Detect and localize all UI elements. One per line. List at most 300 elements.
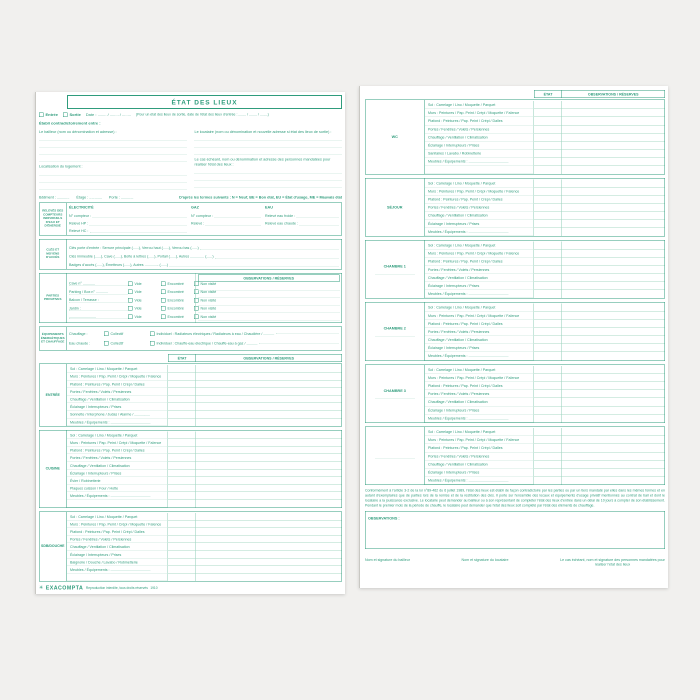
room-row (425, 390, 665, 398)
private-area-name[interactable]: ........................... (69, 314, 128, 319)
obs-cell[interactable] (562, 204, 665, 212)
obs-cell[interactable] (196, 551, 342, 559)
private-area-row (69, 312, 217, 320)
etat-cell[interactable] (168, 543, 196, 551)
write-line[interactable] (39, 183, 187, 190)
etat-cell[interactable] (534, 150, 562, 158)
legal-text: Conformément à l'article 3-2 de la loi n°89-462 du 6 juillet 1989, l'état des lieux est établi de façon contradictoire par les parties ou par un tiers mandaté par elles dans les mêmes formes et en autant d'exemplaires que de parties lors de la remise et de la restitution des clés. Il porte sur l'ensemble des locaux et équipements d'usage privatif mentionnés au contrat de bail et dont le locataire a la jouissance exclusive. Le locataire peut demander au bailleur ou à son représentant de compléter l'état des lieux d'entrée dans un délai de 10 jours à compter de son établissement. Pendant le premier mois de la période de chauffe, le locataire peut demander que l'état des lieux soit complété par l'état des éléments de chauffage. (365, 489, 665, 508)
section-cles (39, 239, 342, 270)
room-row (425, 428, 665, 436)
batiment-field[interactable]: Bâtiment : ............ (39, 194, 70, 200)
vide-checkbox[interactable] (128, 290, 161, 295)
room-row-label: Meubles / Équipements : ........................................ (426, 414, 533, 422)
obs-cell[interactable] (562, 141, 665, 149)
obs-cell[interactable] (562, 212, 665, 220)
obs-cell[interactable] (196, 431, 342, 439)
obs-cell[interactable] (562, 228, 665, 236)
room-row (425, 344, 665, 352)
etat-cell[interactable] (534, 374, 562, 382)
etat-cell[interactable] (168, 566, 196, 574)
etat-cell[interactable] (168, 462, 196, 470)
obs-cell[interactable] (196, 454, 342, 462)
write-line[interactable] (200, 249, 339, 250)
obs-cell[interactable] (562, 336, 665, 344)
etat-cell[interactable] (168, 528, 196, 536)
obs-cell[interactable] (562, 312, 665, 320)
private-area-name[interactable]: Balcon / Terrasse : (69, 298, 128, 303)
form-ref: 1910 (150, 586, 158, 590)
room-row-label: Sol : Carrelage / Lino / Moquette / Parquet (68, 513, 167, 521)
etat-cell[interactable] (534, 444, 562, 452)
obs-cell[interactable] (562, 274, 665, 282)
etat-cell[interactable] (534, 366, 562, 374)
etat-cell[interactable] (534, 312, 562, 320)
write-line[interactable] (195, 148, 343, 155)
room-label-text: CUISINE (45, 467, 60, 471)
etat-cell[interactable] (534, 382, 562, 390)
etat-cell[interactable] (534, 133, 562, 141)
etat-cell[interactable] (168, 403, 196, 411)
etat-cell[interactable] (168, 477, 196, 485)
vide-label: Vide (134, 297, 142, 303)
obs-cell[interactable] (562, 436, 665, 444)
etage-field[interactable]: Étage : ............ (76, 194, 102, 200)
obs-cell[interactable] (196, 411, 342, 419)
obs-cell[interactable] (562, 444, 665, 452)
electricite-column (69, 205, 187, 233)
etat-cell[interactable] (534, 352, 562, 360)
etat-cell[interactable] (534, 274, 562, 282)
obs-cell[interactable] (562, 428, 665, 436)
room-row (425, 212, 665, 220)
room-row (67, 500, 342, 508)
write-line[interactable] (90, 225, 187, 226)
write-line[interactable] (195, 141, 343, 148)
etat-cell[interactable] (534, 398, 562, 406)
etat-cell[interactable] (168, 551, 196, 559)
vide-label: Vide (134, 306, 142, 311)
write-line[interactable] (93, 217, 187, 218)
obs-cell[interactable] (196, 469, 342, 477)
obs-cell[interactable] (196, 558, 342, 566)
obs-cell[interactable] (196, 574, 342, 582)
checkbox-icon (161, 314, 166, 319)
obs-cell[interactable] (196, 528, 342, 536)
checkbox-icon (161, 298, 166, 303)
vide-checkbox[interactable] (128, 281, 161, 286)
meter-field[interactable] (191, 210, 261, 218)
room-label (40, 430, 67, 507)
write-line[interactable] (198, 313, 340, 321)
obs-cell[interactable] (562, 390, 665, 398)
room-row-label: Chauffage / Ventilation / Climatisation (426, 274, 533, 282)
etat-cell[interactable] (534, 390, 562, 398)
encombre-checkbox[interactable] (161, 290, 194, 295)
etat-cell[interactable] (534, 468, 562, 476)
write-line[interactable] (195, 134, 343, 141)
etat-cell[interactable] (534, 242, 562, 250)
etat-cell[interactable] (168, 558, 196, 566)
etat-cell[interactable] (534, 109, 562, 117)
room-name-write-line[interactable] (375, 394, 415, 399)
room-name-write-line[interactable] (375, 454, 415, 459)
collectif-checkbox[interactable] (104, 341, 150, 346)
etat-cell[interactable] (534, 414, 562, 422)
room-row-label: Sol : Carrelage / Lino / Moquette / Parquet (68, 431, 167, 439)
keys-line[interactable] (69, 250, 339, 259)
vide-checkbox[interactable] (128, 306, 161, 311)
room-section-sdb-douche (39, 511, 342, 581)
encombre-checkbox[interactable] (161, 298, 194, 303)
obs-cell[interactable] (562, 166, 665, 174)
room-row (67, 396, 342, 404)
room-label (366, 100, 425, 174)
individuel-checkbox[interactable] (150, 341, 339, 346)
room-section-chambre-1 (365, 240, 665, 299)
obs-cell[interactable] (196, 566, 342, 574)
write-line[interactable] (215, 217, 261, 218)
keys-line-label: Clés porte d'entrée : Serrure principale (......), Verrou haut (......), Verrou bas (......) (69, 245, 199, 250)
room-row-label: Sol : Carrelage / Lino / Moquette / Parquet (426, 101, 533, 109)
obs-cell[interactable] (562, 406, 665, 414)
signature-area[interactable] (365, 553, 410, 567)
obs-cell[interactable] (196, 536, 342, 544)
etat-cell[interactable] (534, 344, 562, 352)
obs-cell[interactable] (562, 328, 665, 336)
etat-cell[interactable] (168, 500, 196, 508)
write-line[interactable] (198, 298, 340, 306)
room-row-label: Chauffage / Ventilation / Climatisation (426, 336, 533, 344)
obs-cell[interactable] (562, 344, 665, 352)
write-line[interactable] (198, 305, 340, 313)
write-line[interactable] (198, 290, 340, 298)
etat-cell[interactable] (168, 454, 196, 462)
etat-cell[interactable] (534, 320, 562, 328)
etat-cell[interactable] (534, 250, 562, 258)
room-row-label: Baignoire / Douche / Lavabo / Robinetterie (68, 558, 167, 566)
room-row-label: Sanitaires / Lavabo / Robinetterie (426, 150, 533, 158)
keys-line-label: Badges d'accès (......), Émetteurs (......), Autres .............. (......) (69, 262, 168, 267)
gaz-column (191, 205, 261, 233)
write-line[interactable] (39, 141, 187, 148)
write-line[interactable] (195, 167, 343, 174)
porte-field[interactable]: Porte : ............ (108, 194, 134, 200)
obs-cell[interactable] (562, 117, 665, 125)
obs-cell[interactable] (562, 196, 665, 204)
page-left-inner (36, 92, 346, 594)
obs-cell[interactable] (196, 513, 342, 521)
etat-cell[interactable] (168, 373, 196, 381)
obs-cell[interactable] (562, 101, 665, 109)
etat-cell[interactable] (168, 365, 196, 373)
etat-cell[interactable] (534, 452, 562, 460)
entree-checkbox[interactable] (39, 113, 58, 118)
etat-cell[interactable] (534, 336, 562, 344)
obs-cell[interactable] (196, 462, 342, 470)
etat-cell[interactable] (534, 101, 562, 109)
obs-cell[interactable] (196, 373, 342, 381)
obs-cell[interactable] (196, 500, 342, 508)
keys-line[interactable] (69, 241, 339, 250)
write-line[interactable] (198, 283, 340, 291)
etat-cell[interactable] (534, 141, 562, 149)
etat-cell[interactable] (534, 228, 562, 236)
etat-cell[interactable] (168, 396, 196, 404)
room-row (425, 179, 665, 187)
signature-area[interactable] (560, 553, 665, 567)
room-row-label: Plafond : Peintures / Pap. Peint / Crépi / Dalles (426, 382, 533, 390)
etat-cell[interactable] (534, 328, 562, 336)
electricite-title: ÉLECTRICITÉ (69, 204, 94, 210)
write-line[interactable] (39, 155, 187, 162)
room-row-label: Éclairage / Interrupteurs / Prises (426, 468, 533, 476)
parties-identification (39, 128, 342, 190)
meter-field-label: Relevé HP : (69, 220, 89, 226)
obs-cell[interactable] (196, 403, 342, 411)
etat-cell[interactable] (534, 117, 562, 125)
encombre-checkbox[interactable] (161, 281, 194, 286)
obs-cell[interactable] (196, 396, 342, 404)
etat-cell[interactable] (534, 125, 562, 133)
write-line[interactable] (39, 148, 187, 155)
etat-cell[interactable] (534, 220, 562, 228)
etat-cell[interactable] (168, 574, 196, 582)
obs-cell[interactable] (562, 258, 665, 266)
etat-cell[interactable] (534, 460, 562, 468)
room-row (425, 374, 665, 382)
obs-cell[interactable] (196, 492, 342, 500)
etat-cell[interactable] (168, 492, 196, 500)
room-row (67, 431, 342, 439)
meter-field[interactable] (69, 218, 187, 226)
copyright-notice: Reproduction interdite, tous droits réservés (85, 586, 148, 590)
private-area-name[interactable]: Parking / Box n° ............ (69, 289, 128, 294)
room-row (425, 336, 665, 344)
room-row-label: Plafond : Peintures / Pap. Peint / Crépi / Dalles (68, 528, 167, 536)
equipment-name: Chauffage : (69, 331, 88, 337)
obs-cell[interactable] (562, 109, 665, 117)
encombre-checkbox[interactable] (161, 306, 194, 311)
meter-field[interactable] (191, 218, 261, 226)
etat-cell[interactable] (534, 436, 562, 444)
obs-cell[interactable] (562, 352, 665, 360)
obs-cell[interactable] (562, 452, 665, 460)
room-row (425, 117, 665, 125)
obs-cell[interactable] (562, 477, 665, 485)
terms-legend: D'après les termes suivants : N = Neuf, BE = Bon état, EU = État d'usage, ME = Mauvais état (179, 194, 342, 200)
etat-cell[interactable] (534, 212, 562, 220)
obs-cell[interactable] (562, 150, 665, 158)
etat-cell[interactable] (534, 158, 562, 166)
vide-checkbox[interactable] (128, 298, 161, 303)
etat-cell[interactable] (534, 196, 562, 204)
room-label (40, 512, 67, 581)
obs-cell[interactable] (562, 266, 665, 274)
obs-cell[interactable] (196, 520, 342, 528)
write-line[interactable] (39, 169, 187, 176)
room-row-label: Sol : Carrelage / Lino / Moquette / Parquet (426, 242, 533, 250)
etat-cell[interactable] (534, 187, 562, 195)
room-row-label: Éclairage / Interrupteurs / Prises (426, 220, 533, 228)
obs-cell[interactable] (562, 304, 665, 312)
equipment-row (69, 339, 339, 349)
etat-cell[interactable] (168, 411, 196, 419)
write-line[interactable] (299, 225, 339, 226)
obs-cell[interactable] (196, 477, 342, 485)
room-row (425, 187, 665, 195)
etat-cell[interactable] (168, 388, 196, 396)
room-row (67, 411, 342, 419)
room-row (425, 468, 665, 476)
room-row (425, 312, 665, 320)
write-line[interactable] (195, 174, 343, 181)
obs-cell[interactable] (196, 365, 342, 373)
encombre-label: Encombré (167, 306, 184, 311)
room-row-label: Chauffage / Ventilation / Climatisation (426, 133, 533, 141)
etat-cell[interactable] (168, 520, 196, 528)
room-name-write-line[interactable] (375, 332, 415, 337)
obs-cell[interactable] (562, 366, 665, 374)
obs-cell[interactable] (562, 468, 665, 476)
sortie-checkbox[interactable] (63, 113, 81, 118)
observations-column-header: OBSERVATIONS / RÉSERVES (562, 90, 665, 98)
write-line[interactable] (90, 232, 187, 233)
private-area-name[interactable]: Cave n° ............ (69, 281, 128, 286)
obs-cell[interactable] (562, 220, 665, 228)
obs-cell[interactable] (562, 250, 665, 258)
encombre-checkbox[interactable] (161, 314, 194, 319)
encombre-label: Encombré (167, 314, 184, 319)
room-row (425, 282, 665, 290)
eau-title: EAU (265, 204, 273, 210)
obs-cell[interactable] (562, 179, 665, 187)
obs-cell[interactable] (562, 382, 665, 390)
etat-cell[interactable] (168, 513, 196, 521)
etat-cell[interactable] (534, 258, 562, 266)
etat-cell[interactable] (168, 439, 196, 447)
room-row (425, 250, 665, 258)
write-line[interactable] (195, 181, 343, 188)
date-note: (Pour un état des lieux de sortie, date de l'état des lieux d'entrée : ........ / ........ / ........) (135, 113, 269, 117)
etat-cell[interactable] (534, 266, 562, 274)
individuel-checkbox[interactable] (150, 332, 339, 337)
etat-cell[interactable] (534, 282, 562, 290)
room-name-write-line[interactable] (375, 270, 415, 275)
obs-cell[interactable] (562, 414, 665, 422)
room-label-text: SDB/DOUCHE (40, 544, 65, 549)
meter-field[interactable] (69, 225, 187, 233)
room-row-label: Chauffage / Ventilation / Climatisation (426, 460, 533, 468)
obs-cell[interactable] (196, 485, 342, 493)
obs-cell[interactable] (196, 418, 342, 426)
obs-cell[interactable] (562, 242, 665, 250)
etat-cell[interactable] (534, 477, 562, 485)
write-line[interactable] (297, 217, 339, 218)
obs-cell[interactable] (562, 158, 665, 166)
etat-cell[interactable] (168, 418, 196, 426)
write-line[interactable] (39, 134, 187, 141)
room-row (425, 166, 665, 174)
obs-cell[interactable] (196, 380, 342, 388)
room-row (425, 158, 665, 166)
form-title-box (67, 95, 342, 109)
write-line[interactable] (39, 176, 187, 183)
write-line[interactable] (259, 343, 339, 344)
room-row-label: Meubles / Équipements : ........................................ (426, 352, 533, 360)
checkbox-icon (128, 314, 133, 319)
room-row-label: Sol : Carrelage / Lino / Moquette / Parquet (426, 366, 533, 374)
etat-cell[interactable] (534, 406, 562, 414)
obs-cell[interactable] (562, 282, 665, 290)
room-row (67, 439, 342, 447)
room-row-label: Éclairage / Interrupteurs / Prises (426, 282, 533, 290)
meter-field[interactable] (69, 210, 187, 218)
vide-checkbox[interactable] (128, 314, 161, 319)
etat-cell[interactable] (168, 536, 196, 544)
obs-cell[interactable] (196, 439, 342, 447)
etat-cell[interactable] (534, 290, 562, 298)
room-row (425, 125, 665, 133)
obs-cell[interactable] (562, 374, 665, 382)
etat-cell[interactable] (168, 380, 196, 388)
obs-cell[interactable] (562, 133, 665, 141)
etat-cell[interactable] (168, 469, 196, 477)
room-row-label: Meubles / Équipements : ........................................ (426, 228, 533, 236)
write-line[interactable] (206, 225, 261, 226)
room-row-label: Plafond : Peintures / Pap. Peint / Crépi / Dalles (426, 320, 533, 328)
obs-cell[interactable] (562, 460, 665, 468)
date-field[interactable]: Date : ........ / ........ / ........ (85, 112, 131, 117)
etat-cell[interactable] (168, 447, 196, 455)
meter-field[interactable] (265, 218, 339, 226)
obs-cell[interactable] (196, 447, 342, 455)
etat-cell[interactable] (534, 204, 562, 212)
obs-cell[interactable] (196, 543, 342, 551)
write-line[interactable] (276, 334, 339, 335)
obs-cell[interactable] (562, 125, 665, 133)
obs-cell[interactable] (196, 388, 342, 396)
keys-line[interactable] (69, 258, 339, 267)
etat-cell[interactable] (168, 485, 196, 493)
private-area-name[interactable]: Jardin : (69, 306, 128, 311)
room-row-label (68, 500, 167, 508)
etat-cell[interactable] (534, 166, 562, 174)
room-row-label: Portes / Fenêtres / Volets / Persiennes (426, 390, 533, 398)
meter-field[interactable] (265, 210, 339, 218)
etat-cell[interactable] (534, 428, 562, 436)
collectif-checkbox[interactable] (104, 332, 150, 337)
obs-cell[interactable] (562, 320, 665, 328)
write-line[interactable] (169, 266, 339, 267)
etat-cell[interactable] (534, 304, 562, 312)
room-row-label: Éclairage / Interrupteurs / Prises (68, 551, 167, 559)
write-line[interactable] (215, 258, 339, 259)
etat-cell[interactable] (534, 179, 562, 187)
locataire-label: Le locataire (nom ou dénomination et nouvelle adresse si état des lieux de sortie) : (194, 129, 332, 134)
parties-observations-column (196, 273, 342, 322)
room-row (67, 485, 342, 493)
etat-cell[interactable] (168, 431, 196, 439)
checkbox-icon (39, 113, 44, 118)
obs-cell[interactable] (562, 290, 665, 298)
obs-cell[interactable] (562, 398, 665, 406)
observations-column-header: OBSERVATIONS / RÉSERVES (196, 354, 342, 362)
brand-name: EXACOMPTA (45, 585, 84, 592)
signature-area[interactable] (462, 553, 509, 567)
obs-cell[interactable] (562, 187, 665, 195)
observations-box[interactable] (365, 511, 665, 549)
room-row-label: Évier / Robinetterie (68, 477, 167, 485)
